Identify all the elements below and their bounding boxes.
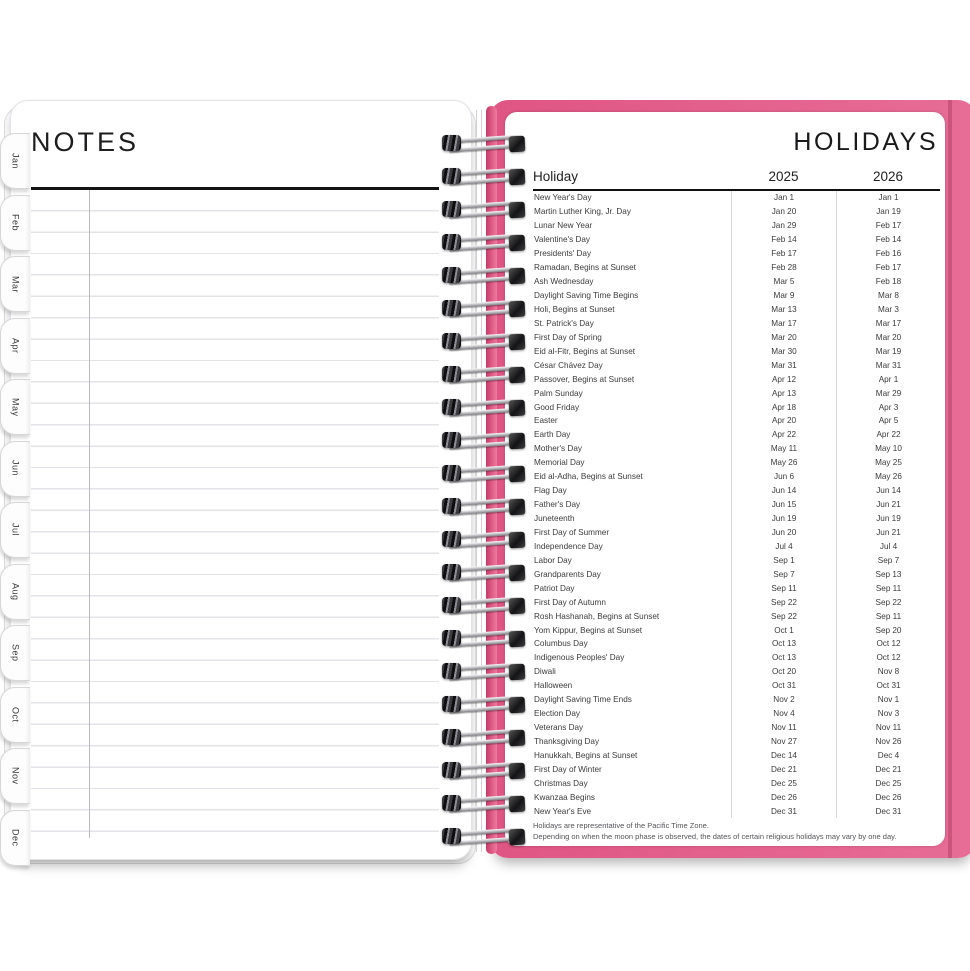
- holiday-row: [533, 567, 940, 581]
- holiday-row: [533, 721, 940, 735]
- binding-coil-left: [442, 828, 461, 844]
- holiday-row: [533, 581, 940, 595]
- holiday-name: Palm Sunday: [534, 388, 583, 398]
- notes-margin-line: [89, 190, 90, 838]
- date-2026: Feb 18: [836, 275, 940, 289]
- date-2025: Dec 25: [731, 776, 836, 790]
- holiday-row: [533, 372, 940, 386]
- month-tab-label: Jun: [10, 460, 21, 477]
- date-2025: Mar 20: [731, 330, 836, 344]
- holiday-row: [533, 205, 940, 219]
- date-2025: Jun 20: [731, 526, 836, 540]
- date-2026: Sep 22: [836, 595, 940, 609]
- date-2026: May 10: [836, 442, 940, 456]
- month-tab-aug: [0, 564, 30, 620]
- date-2026: Oct 12: [836, 651, 940, 665]
- holiday-row: [533, 498, 940, 512]
- holiday-name: Eid al-Fitr, Begins at Sunset: [534, 346, 636, 356]
- notes-page-title: NOTES: [31, 127, 140, 157]
- holiday-row: [533, 790, 940, 804]
- month-tab-label: May: [10, 397, 21, 417]
- binding-loop: [440, 263, 530, 290]
- holiday-row: [533, 261, 940, 275]
- binding-coil-left: [442, 465, 461, 481]
- holiday-row: [533, 344, 940, 358]
- date-2025: Mar 31: [731, 358, 836, 372]
- binding-coil-right: [509, 565, 526, 582]
- holiday-name: Flag Day: [534, 486, 567, 496]
- binding-coil-right: [509, 763, 526, 780]
- month-tab-label: Mar: [10, 275, 21, 293]
- binding-coil-right: [509, 169, 526, 186]
- binding-coil-right: [509, 664, 526, 681]
- binding-loop: [440, 428, 530, 455]
- date-2025: Oct 1: [731, 623, 836, 637]
- date-2026: Apr 5: [836, 414, 940, 428]
- date-2025: Oct 13: [731, 637, 836, 651]
- binding-loop: [440, 527, 530, 554]
- date-2026: Jun 14: [836, 484, 940, 498]
- holiday-name: Columbus Day: [534, 639, 588, 649]
- month-tab-oct: [0, 687, 30, 743]
- header-2025: 2025: [768, 169, 799, 184]
- date-2026: Mar 3: [836, 303, 940, 317]
- holiday-row: [533, 707, 940, 721]
- date-2026: Feb 14: [836, 233, 940, 247]
- holidays-footnotes: [533, 821, 940, 842]
- binding-coil-right: [509, 532, 526, 549]
- month-tab-label: Apr: [10, 337, 21, 354]
- binding-loop: [440, 560, 530, 587]
- holiday-row: [533, 484, 940, 498]
- binding-coil-right: [509, 433, 526, 450]
- date-2026: Feb 16: [836, 247, 940, 261]
- month-tab-jun: [0, 441, 30, 497]
- date-2025: Apr 13: [731, 386, 836, 400]
- binding-coil-left: [442, 168, 461, 184]
- binding-coil-left: [442, 432, 461, 448]
- date-2026: Dec 21: [836, 762, 940, 776]
- date-2025: Dec 21: [731, 762, 836, 776]
- holiday-row: [533, 275, 940, 289]
- holiday-name: Grandparents Day: [534, 569, 601, 579]
- holiday-name: New Year's Day: [534, 193, 592, 203]
- holiday-row: [533, 303, 940, 317]
- holiday-row: [533, 233, 940, 247]
- holiday-name: Eid al-Adha, Begins at Sunset: [534, 472, 643, 482]
- binding-coil-left: [442, 696, 461, 712]
- date-2026: Sep 11: [836, 581, 940, 595]
- month-tab-dec: [0, 810, 30, 866]
- binding-loop: [440, 362, 530, 389]
- holiday-row: [533, 414, 940, 428]
- holiday-name: Lunar New Year: [534, 221, 593, 231]
- binding-coil-right: [509, 466, 526, 483]
- binding-coil-left: [442, 729, 461, 745]
- date-2025: Apr 12: [731, 372, 836, 386]
- holiday-name: Ash Wednesday: [534, 277, 594, 287]
- holiday-name: First Day of Spring: [534, 332, 602, 342]
- date-2025: Feb 17: [731, 247, 836, 261]
- holiday-row: [533, 595, 940, 609]
- date-2025: Mar 17: [731, 316, 836, 330]
- binding-loop: [440, 494, 530, 521]
- holiday-name: First Day of Summer: [534, 527, 610, 537]
- month-tab-label: Feb: [10, 213, 21, 231]
- binding-coil-right: [509, 301, 526, 318]
- holidays-page: [505, 112, 945, 846]
- date-2026: Nov 26: [836, 735, 940, 749]
- holiday-name: Daylight Saving Time Begins: [534, 291, 639, 301]
- holiday-name: Earth Day: [534, 430, 571, 440]
- binding-loop: [440, 824, 530, 851]
- date-2026: Mar 19: [836, 344, 940, 358]
- date-2025: Sep 22: [731, 595, 836, 609]
- holidays-table: [533, 169, 940, 842]
- holiday-row: [533, 651, 940, 665]
- holiday-row: [533, 386, 940, 400]
- binding-coil-right: [509, 334, 526, 351]
- holiday-row: [533, 428, 940, 442]
- binding-coil-left: [442, 399, 461, 415]
- binding-coil-right: [509, 697, 526, 714]
- date-2025: Oct 31: [731, 679, 836, 693]
- date-2026: Feb 17: [836, 261, 940, 275]
- holiday-row: [533, 316, 940, 330]
- holiday-name: Election Day: [534, 709, 580, 719]
- holiday-name: Father's Day: [534, 500, 581, 510]
- holiday-name: Juneteenth: [534, 514, 575, 524]
- holiday-row: [533, 679, 940, 693]
- binding-coil-right: [509, 202, 526, 219]
- date-2025: Nov 2: [731, 693, 836, 707]
- date-2026: Dec 31: [836, 804, 940, 818]
- binding-coil-right: [509, 136, 526, 153]
- holidays-table-body: [533, 191, 940, 818]
- binding-loop: [440, 395, 530, 422]
- date-2026: Jul 4: [836, 539, 940, 553]
- date-2026: Mar 29: [836, 386, 940, 400]
- holiday-name: Kwanzaa Begins: [534, 792, 595, 802]
- date-2026: Nov 1: [836, 693, 940, 707]
- date-2025: Feb 14: [731, 233, 836, 247]
- date-2026: Apr 1: [836, 372, 940, 386]
- month-tab-label: Sep: [10, 644, 21, 662]
- date-2025: Mar 9: [731, 289, 836, 303]
- binding-coil-right: [509, 796, 526, 813]
- holiday-name: César Chávez Day: [534, 360, 603, 370]
- holiday-row: [533, 623, 940, 637]
- holiday-row: [533, 776, 940, 790]
- holiday-name: First Day of Autumn: [534, 597, 606, 607]
- binding-loop: [440, 296, 530, 323]
- holiday-row: [533, 442, 940, 456]
- date-2025: Nov 11: [731, 721, 836, 735]
- date-2025: Jul 4: [731, 539, 836, 553]
- binding-coil-left: [442, 234, 461, 250]
- holidays-table-header: [533, 169, 940, 191]
- binding-coil-right: [509, 730, 526, 747]
- binding-loop: [440, 197, 530, 224]
- holiday-row: [533, 219, 940, 233]
- binding-coil-right: [509, 631, 526, 648]
- date-2026: Nov 3: [836, 707, 940, 721]
- holiday-name: Ramadan, Begins at Sunset: [534, 263, 636, 273]
- binding-coil-right: [509, 268, 526, 285]
- date-2025: Jan 20: [731, 205, 836, 219]
- holiday-row: [533, 804, 940, 818]
- header-2026: 2026: [872, 169, 904, 184]
- holiday-row: [533, 609, 940, 623]
- date-2025: May 11: [731, 442, 836, 456]
- cover-right-edge-shade: [948, 100, 952, 858]
- binding-coil-left: [442, 663, 461, 679]
- footnote-line: Holidays are representative of the Pacific Time Zone.: [533, 821, 709, 831]
- binding-coil-right: [509, 400, 526, 417]
- month-tab-may: [0, 379, 30, 435]
- month-tab-label: Aug: [10, 582, 21, 601]
- date-2025: Apr 20: [731, 414, 836, 428]
- binding-loop: [440, 329, 530, 356]
- date-2026: Jan 19: [836, 205, 940, 219]
- date-2025: Nov 4: [731, 707, 836, 721]
- holiday-row: [533, 358, 940, 372]
- month-tab-jan: [0, 133, 30, 189]
- binding-coil-left: [442, 135, 461, 151]
- holiday-name: Easter: [534, 416, 558, 426]
- holiday-name: Halloween: [534, 681, 573, 691]
- binding-coil-left: [442, 333, 461, 349]
- date-2026: Oct 12: [836, 637, 940, 651]
- holiday-row: [533, 512, 940, 526]
- date-2026: Mar 20: [836, 330, 940, 344]
- binding-coil-left: [442, 498, 461, 514]
- holiday-name: Good Friday: [534, 402, 580, 412]
- date-2026: Feb 17: [836, 219, 940, 233]
- holiday-name: First Day of Winter: [534, 764, 602, 774]
- holiday-name: Veterans Day: [534, 723, 584, 733]
- binding-loop: [440, 164, 530, 191]
- date-2025: Oct 13: [731, 651, 836, 665]
- date-2025: Oct 20: [731, 665, 836, 679]
- holiday-row: [533, 330, 940, 344]
- binding-coil-left: [442, 300, 461, 316]
- holiday-name: Mother's Day: [534, 444, 582, 454]
- date-2026: Dec 25: [836, 776, 940, 790]
- date-2026: Oct 31: [836, 679, 940, 693]
- date-2025: Dec 14: [731, 749, 836, 763]
- date-2025: Nov 27: [731, 735, 836, 749]
- holidays-page-title: HOLIDAYS: [793, 128, 938, 156]
- date-2026: Apr 22: [836, 428, 940, 442]
- month-tab-label: Nov: [10, 767, 21, 785]
- holiday-name: Patriot Day: [534, 583, 575, 593]
- holiday-name: Daylight Saving Time Ends: [534, 695, 632, 705]
- holiday-row: [533, 456, 940, 470]
- date-2026: Sep 7: [836, 553, 940, 567]
- date-2026: Jun 19: [836, 512, 940, 526]
- holiday-name: Independence Day: [534, 541, 603, 551]
- holiday-name: New Year's Eve: [534, 806, 592, 816]
- holiday-name: Thanksgiving Day: [534, 737, 600, 747]
- binding-loop: [440, 791, 530, 818]
- binding-coil-left: [442, 795, 461, 811]
- binding-coil-left: [442, 564, 461, 580]
- binding-coil-left: [442, 630, 461, 646]
- date-2026: Jan 1: [836, 191, 940, 205]
- date-2025: Sep 7: [731, 567, 836, 581]
- holiday-row: [533, 637, 940, 651]
- holiday-row: [533, 665, 940, 679]
- date-2026: Mar 17: [836, 316, 940, 330]
- binding-coil-right: [509, 367, 526, 384]
- binding-loop: [440, 692, 530, 719]
- holiday-row: [533, 749, 940, 763]
- date-2025: Jan 29: [731, 219, 836, 233]
- date-2025: Dec 31: [731, 804, 836, 818]
- holiday-name: Yom Kippur, Begins at Sunset: [534, 625, 643, 635]
- holiday-name: Martin Luther King, Jr. Day: [534, 207, 631, 217]
- date-2025: Apr 22: [731, 428, 836, 442]
- date-2026: Apr 3: [836, 400, 940, 414]
- date-2025: Jun 6: [731, 470, 836, 484]
- date-2025: Jan 1: [731, 191, 836, 205]
- holiday-name: Labor Day: [534, 555, 572, 565]
- binding-loop: [440, 593, 530, 620]
- date-2025: Mar 30: [731, 344, 836, 358]
- month-tab-jul: [0, 502, 30, 558]
- month-tab-apr: [0, 318, 30, 374]
- month-tab-label: Oct: [10, 706, 21, 723]
- holiday-row: [533, 400, 940, 414]
- date-2026: Sep 11: [836, 609, 940, 623]
- notes-page: [10, 100, 472, 860]
- binding-coil-left: [442, 597, 461, 613]
- binding-loop: [440, 131, 530, 158]
- binding-coil-left: [442, 762, 461, 778]
- date-2025: Dec 26: [731, 790, 836, 804]
- date-2026: Mar 8: [836, 289, 940, 303]
- date-2026: May 25: [836, 456, 940, 470]
- binding-loop: [440, 461, 530, 488]
- binding-loop: [440, 725, 530, 752]
- date-2025: Sep 1: [731, 553, 836, 567]
- month-tab-label: Jan: [10, 152, 21, 169]
- binding-coil-right: [509, 235, 526, 252]
- month-tab-sep: [0, 625, 30, 681]
- binding-loop: [440, 659, 530, 686]
- holiday-name: Hanukkah, Begins at Sunset: [534, 750, 638, 760]
- holiday-name: Indigenous Peoples' Day: [534, 653, 625, 663]
- date-2026: Sep 13: [836, 567, 940, 581]
- date-2026: Mar 31: [836, 358, 940, 372]
- binding-loop: [440, 626, 530, 653]
- holiday-row: [533, 247, 940, 261]
- holiday-name: St. Patrick's Day: [534, 318, 594, 328]
- date-2025: Mar 13: [731, 303, 836, 317]
- date-2026: Nov 8: [836, 665, 940, 679]
- month-tab-label: Jul: [10, 523, 21, 537]
- date-2025: May 26: [731, 456, 836, 470]
- date-2025: Sep 11: [731, 581, 836, 595]
- date-2026: Dec 26: [836, 790, 940, 804]
- binding-coil-right: [509, 598, 526, 615]
- holiday-row: [533, 693, 940, 707]
- date-2025: Apr 18: [731, 400, 836, 414]
- date-2025: Jun 19: [731, 512, 836, 526]
- binding-coil-left: [442, 531, 461, 547]
- holiday-row: [533, 470, 940, 484]
- holiday-row: [533, 762, 940, 776]
- binding-coil-left: [442, 267, 461, 283]
- month-tab-nov: [0, 748, 30, 804]
- binding-coil-left: [442, 201, 461, 217]
- date-2026: Dec 4: [836, 749, 940, 763]
- month-tab-label: Dec: [10, 828, 21, 847]
- holiday-name: Diwali: [534, 667, 556, 677]
- date-2026: May 26: [836, 470, 940, 484]
- footnote-line: Depending on when the moon phase is observed, the dates of certain religious holidays may vary by one day.: [533, 831, 897, 841]
- binding-coil-right: [509, 829, 526, 846]
- binding-loop: [440, 758, 530, 785]
- date-2026: Nov 11: [836, 721, 940, 735]
- holiday-name: Christmas Day: [534, 778, 588, 788]
- holiday-row: [533, 553, 940, 567]
- notes-ruled-lines: [31, 190, 439, 838]
- binding-coil-left: [442, 366, 461, 382]
- holiday-name: Memorial Day: [534, 458, 585, 468]
- date-2025: Sep 22: [731, 609, 836, 623]
- holiday-row: [533, 539, 940, 553]
- date-2026: Jun 21: [836, 498, 940, 512]
- month-tab-mar: [0, 256, 30, 312]
- holiday-row: [533, 735, 940, 749]
- holiday-name: Holi, Begins at Sunset: [534, 304, 615, 314]
- date-2025: Feb 28: [731, 261, 836, 275]
- date-2025: Jun 14: [731, 484, 836, 498]
- date-2025: Jun 15: [731, 498, 836, 512]
- month-tab-feb: [0, 195, 30, 251]
- holiday-row: [533, 191, 940, 205]
- holiday-name: Valentine's Day: [534, 235, 591, 245]
- date-2026: Jun 21: [836, 526, 940, 540]
- holiday-name: Passover, Begins at Sunset: [534, 374, 635, 384]
- holiday-name: Rosh Hashanah, Begins at Sunset: [534, 611, 660, 621]
- holiday-row: [533, 289, 940, 303]
- holiday-row: [533, 526, 940, 540]
- holiday-name: Presidents' Day: [534, 249, 592, 259]
- date-2025: Mar 5: [731, 275, 836, 289]
- binding-coil-right: [509, 499, 526, 516]
- binding-loop: [440, 230, 530, 257]
- header-holiday: Holiday: [533, 169, 579, 184]
- date-2026: Sep 20: [836, 623, 940, 637]
